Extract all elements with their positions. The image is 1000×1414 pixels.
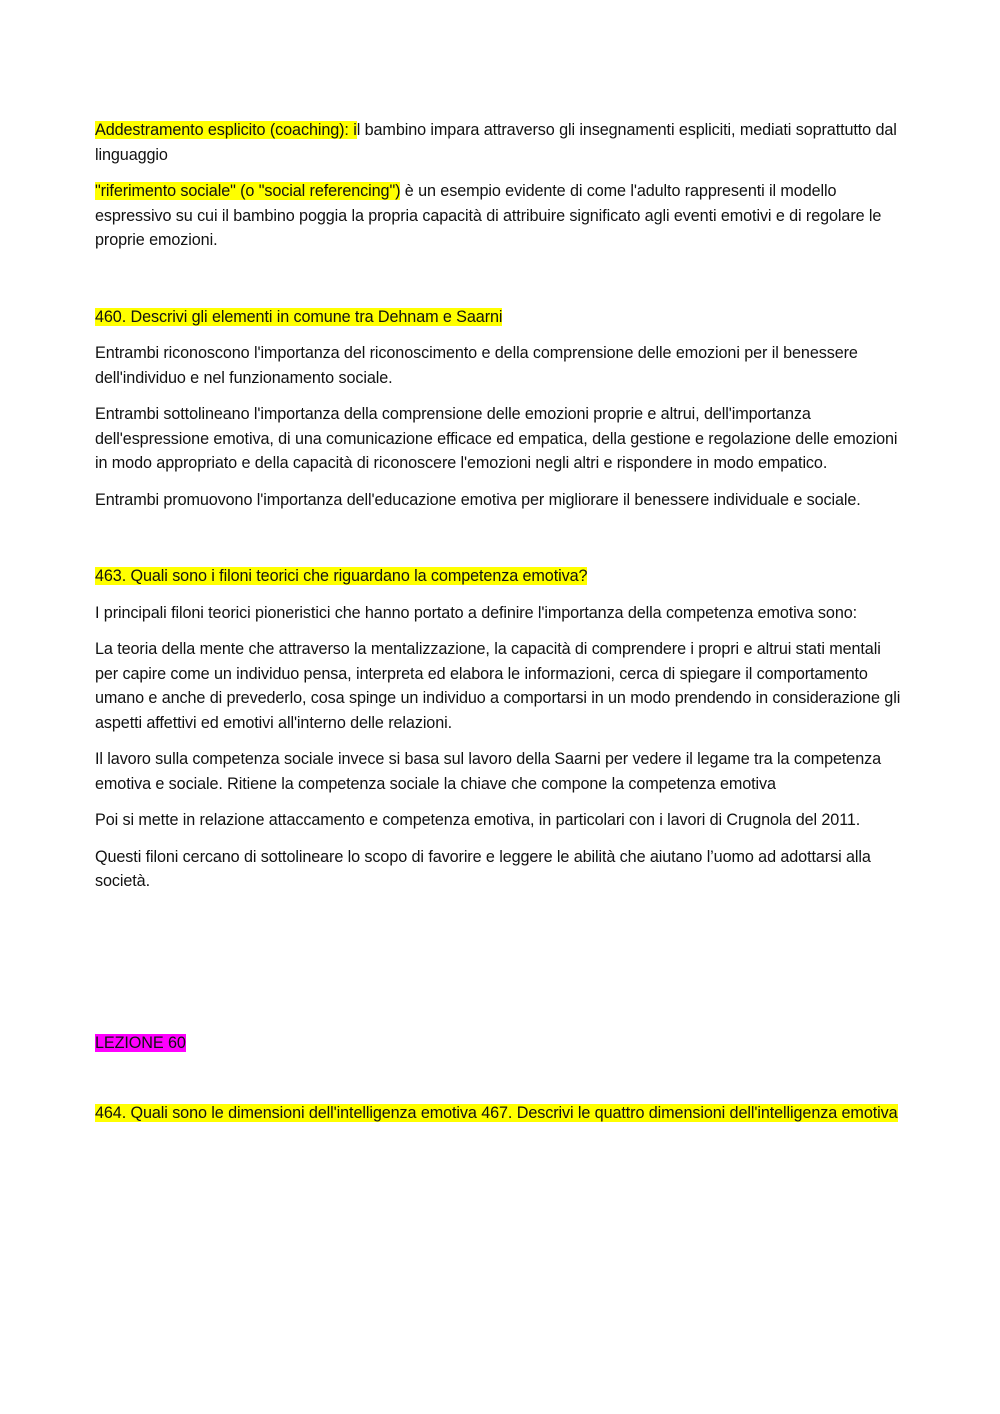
question-463-paragraph: Poi si mette in relazione attaccamento e competenza emotiva, in particolari con i lavori di Crugnola del 2011.: [95, 811, 861, 829]
spacer: [95, 906, 903, 1031]
coaching-paragraph: [95, 118, 903, 167]
coaching-text: l bambino impara attraverso gli insegnamenti espliciti, mediati soprattutto dal linguaggio: [95, 121, 897, 164]
question-460-paragraph: Entrambi promuovono l'importanza dell'educazione emotiva per migliorare il benessere individuale e sociale.: [95, 490, 861, 509]
question-463-paragraph: Il lavoro sulla competenza sociale invece si basa sul lavoro della Saarni per vedere il legame tra la competenza emotiva e sociale. Ritiene la competenza sociale la chiave che compone la competenza emotiva: [95, 750, 882, 793]
spacer: [95, 1067, 903, 1101]
question-460-paragraph: Entrambi riconoscono l'importanza del riconoscimento e della comprensione delle emozioni per il benessere dell'individuo e nel funzionamento sociale.: [95, 344, 858, 387]
question-463-paragraph: Questi filoni cercano di sottolineare lo scopo di favorire e leggere le abilità che aiutano l’uomo ad adottarsi alla società.: [95, 847, 871, 890]
question-463-paragraph: La teoria della mente che attraverso la mentalizzazione, la capacità di comprendere i propri e altrui stati mentali per capire come un individuo pensa, interpreta ed elabora le informazioni, cerca di spiegare il comportamento umano e anche di prevederlo, cosa spinge un individuo a comportarsi in un modo prendendo in considerazione gli aspetti affettivi ed emotivi all'interno delle relazioni.: [95, 640, 901, 732]
social-referencing-paragraph: [95, 179, 903, 253]
question-463-paragraph: I principali filoni teorici pioneristici che hanno portato a definire l'importanza della competenza emotiva sono:: [95, 603, 858, 622]
social-referencing-highlight: "riferimento sociale" (o "social referencing"): [95, 182, 401, 200]
spacer: [95, 524, 903, 564]
question-464-title-text: 464. Quali sono le dimensioni dell'intelligenza emotiva 467. Descrivi le quattro dimensioni dell'intelligenza emotiva: [95, 1104, 898, 1122]
spacer: [95, 265, 903, 305]
coaching-highlight: Addestramento esplicito (coaching): i: [95, 121, 357, 139]
question-464-title: [95, 1101, 903, 1126]
question-460-paragraph: Entrambi sottolineano l'importanza della comprensione delle emozioni proprie e altrui, dell'importanza dell'espressione emotiva, di una comunicazione efficace ed empatica, della gestione e regolazione delle emozioni in modo appropriato e della capacità di riconoscere l'emozioni negli altri e rispondere in modo empatico.: [95, 405, 898, 472]
document-page: [95, 118, 903, 1138]
social-referencing-text: è un esempio evidente di come l'adulto rappresenti il modello espressivo su cui il bambino poggia la propria capacità di attribuire significato agli eventi emotivi e di regolare le proprie emozioni.: [95, 182, 882, 249]
lesson-heading: [95, 1031, 903, 1056]
lesson-label: LEZIONE 60: [95, 1033, 186, 1052]
question-460-title-text: 460. Descrivi gli elementi in comune tra Dehnam e Saarni: [95, 307, 503, 326]
question-463-title-text: 463. Quali sono i filoni teorici che riguardano la competenza emotiva?: [95, 567, 588, 585]
question-463-title: [95, 564, 903, 589]
question-460-title: [95, 305, 903, 330]
